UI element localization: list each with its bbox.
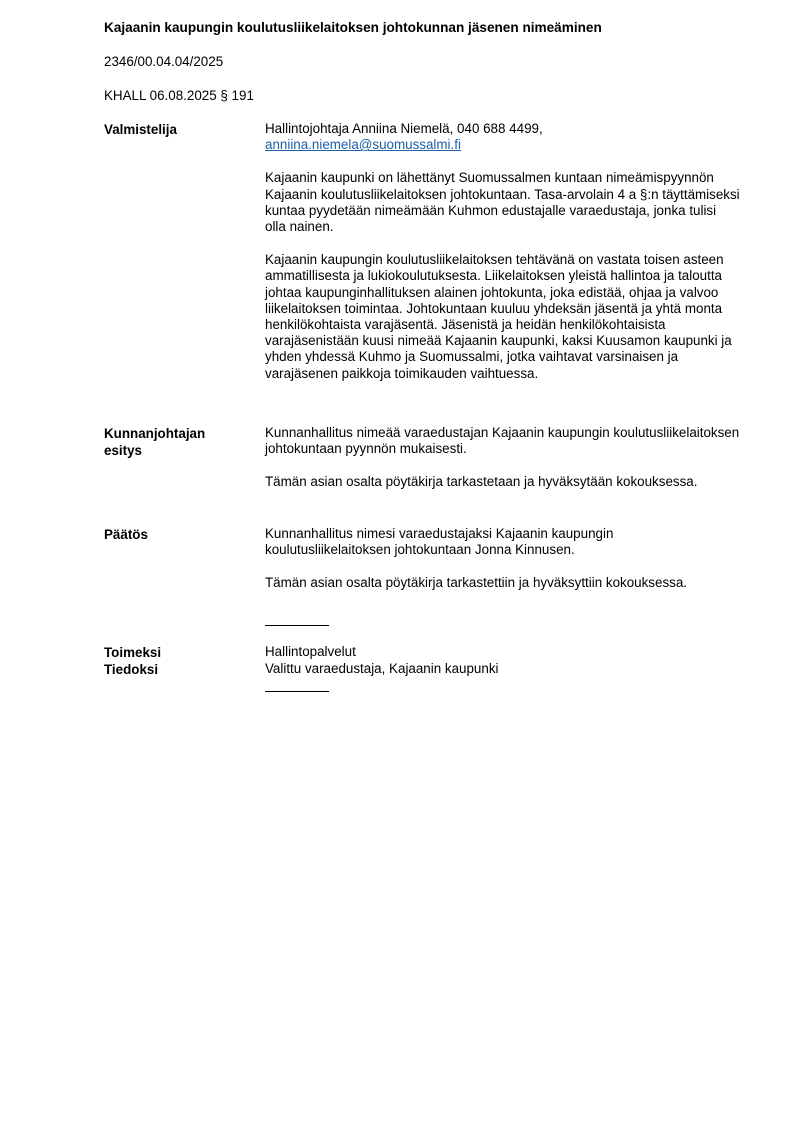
divider-line-bottom — [265, 691, 329, 692]
section-label-esitys: Kunnanjohtajan esitys — [104, 426, 206, 458]
section-content-valmistelija — [265, 121, 740, 382]
paatos-paragraph-1: Kunnanhallitus nimesi varaedustajaksi Kajaanin kaupungin koulutusliikelaitoksen johtokuntaan Jonna Kinnusen. — [265, 526, 614, 558]
tiedoksi-value: Valittu varaedustaja, Kajaanin kaupunki — [265, 661, 499, 676]
section-label-toimeksi: Toimeksi — [104, 645, 162, 660]
esitys-paragraph-1: Kunnanhallitus nimeää varaedustajan Kajaanin kaupungin koulutusliikelaitoksen johtokuntaan pyynnön mukaisesti. — [265, 425, 740, 457]
valmistelija-paragraph-1: Kajaanin kaupunki on lähettänyt Suomussalmen kuntaan nimeämispyynnön Kajaanin koulutusliikelaitoksen johtokuntaan. Tasa-arvolain 4 a §:n täyttämiseksi kuntaa pyydetään nimeämään Kuhmon edustajalle varaedustaja, jonka tulisi olla nainen. — [265, 170, 740, 235]
section-content-paatos — [265, 526, 740, 592]
paatos-paragraph-2: Tämän asian osalta pöytäkirja tarkastettiin ja hyväksyttiin kokouksessa. — [265, 575, 688, 591]
meeting-reference: KHALL 06.08.2025 § 191 — [104, 88, 254, 103]
esitys-paragraph-2: Tämän asian osalta pöytäkirja tarkastetaan ja hyväksytään kokouksessa. — [265, 474, 698, 490]
document-title: Kajaanin kaupungin koulutusliikelaitoksen johtokunnan jäsenen nimeäminen — [104, 20, 602, 35]
preparer-email-link[interactable]: anniina.niemela@suomussalmi.fi — [265, 137, 461, 153]
toimeksi-value: Hallintopalvelut — [265, 644, 356, 659]
valmistelija-paragraph-2: Kajaanin kaupungin koulutusliikelaitoksen tehtävänä on vastata toisen asteen ammatillisesta ja lukiokoulutuksesta. Liikelaitoksen yleistä hallintoa ja taloutta johtaa kaupunginhallituksen alainen johtokunta, joka edistää, ohjaa ja valvoo liikelaitoksen toimintaa. Johtokuntaan kuuluu yhdeksän jäsentä ja yhtä monta henkilökohtaista varajäsentä. Jäsenistä ja heidän henkilökohtaisista varajäsenistään kuusi nimeää Kajaanin kaupunki, kaksi Kuusamon kaupunki ja yhden yhdessä Kuhmo ja Suomussalmi, jotka vaihtavat varsinaisen ja varajäsenen paikkoja toimikauden vaihtuessa. — [265, 252, 732, 381]
case-number: 2346/00.04.04/2025 — [104, 54, 224, 69]
section-label-valmistelija: Valmistelija — [104, 122, 177, 137]
section-label-paatos: Päätös — [104, 527, 148, 542]
section-label-tiedoksi: Tiedoksi — [104, 662, 159, 677]
section-content-esitys — [265, 425, 740, 491]
divider-line — [265, 625, 329, 626]
preparer-info: Hallintojohtaja Anniina Niemelä, 040 688 4499, — [265, 121, 543, 136]
